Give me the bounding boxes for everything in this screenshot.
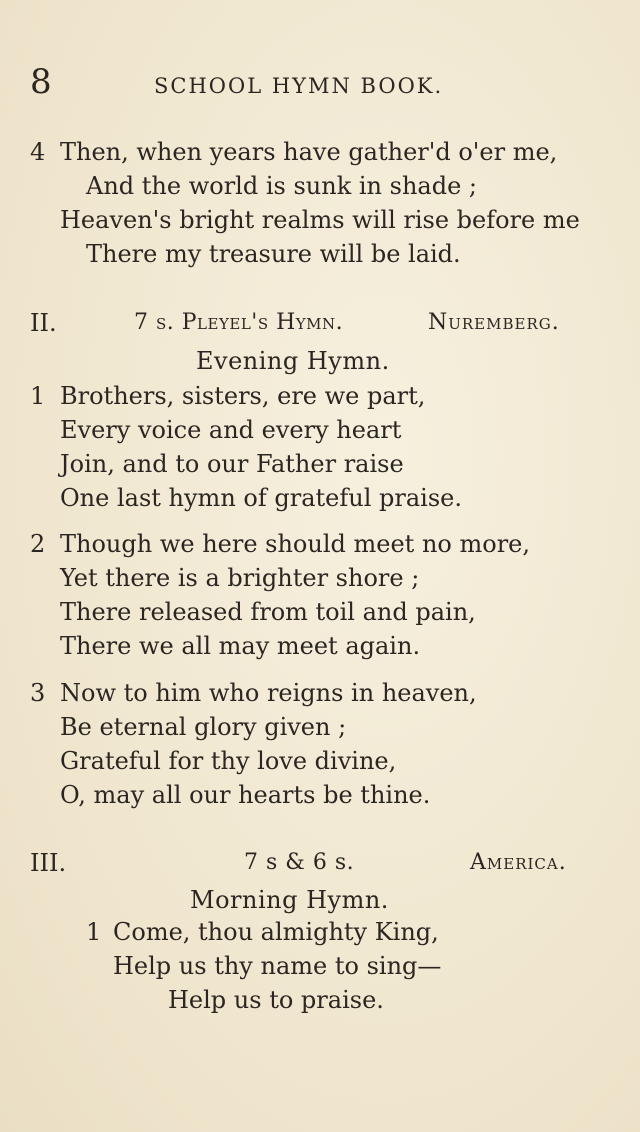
stanza-number: 1 xyxy=(86,918,102,946)
hymn-meter: 7 s & 6 s. xyxy=(244,850,355,875)
verse-line: There my treasure will be laid. xyxy=(86,240,461,268)
running-title: SCHOOL HYMN BOOK. xyxy=(154,74,444,98)
verse-line: One last hymn of grateful praise. xyxy=(60,484,462,512)
hymn-tune: America. xyxy=(470,850,567,875)
verse-line: Join, and to our Father raise xyxy=(60,450,404,478)
hymn-title: Evening Hymn. xyxy=(196,347,390,375)
stanza-number: 4 xyxy=(30,138,46,166)
page-number: 8 xyxy=(30,62,52,102)
verse-line: Brothers, sisters, ere we part, xyxy=(60,382,426,410)
verse-line: Help us thy name to sing— xyxy=(113,952,442,980)
verse-line: Be eternal glory given ; xyxy=(60,713,347,741)
verse-line: Grateful for thy love divine, xyxy=(60,747,397,775)
verse-line: Then, when years have gather'd o'er me, xyxy=(60,138,558,166)
verse-line: O, may all our hearts be thine. xyxy=(60,781,431,809)
stanza-number: 2 xyxy=(30,530,46,558)
verse-line: Every voice and every heart xyxy=(60,416,402,444)
verse-line: Help us to praise. xyxy=(168,986,384,1014)
verse-line: There we all may meet again. xyxy=(60,632,421,660)
hymn-title: Morning Hymn. xyxy=(190,886,389,914)
hymn-meter: 7 s. Pleyel's Hymn. xyxy=(134,310,344,335)
stanza-number: 1 xyxy=(30,382,46,410)
verse-line: Come, thou almighty King, xyxy=(113,918,439,946)
hymn-tune: Nuremberg. xyxy=(428,310,560,335)
verse-line: Though we here should meet no more, xyxy=(60,530,530,558)
verse-line: Yet there is a brighter shore ; xyxy=(60,564,420,592)
verse-line: And the world is sunk in shade ; xyxy=(86,172,477,200)
hymn-numeral: III. xyxy=(30,849,67,877)
verse-line: Heaven's bright realms will rise before me xyxy=(60,206,580,234)
verse-line: Now to him who reigns in heaven, xyxy=(60,679,477,707)
hymn-numeral: II. xyxy=(30,309,57,337)
stanza-number: 3 xyxy=(30,679,46,707)
verse-line: There released from toil and pain, xyxy=(60,598,476,626)
